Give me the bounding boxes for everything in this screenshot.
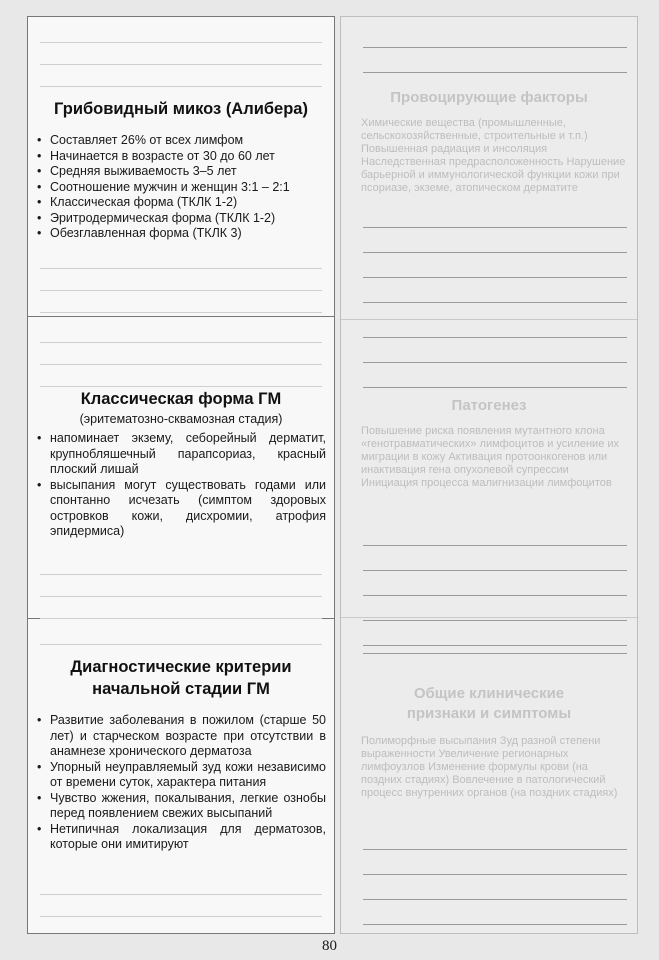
ruled-lines-upper xyxy=(363,203,627,303)
list-item: • Развитие заболевания в пожилом (старше 50 лет) и старческом возрасте при отсутствии в анамнезе хронического дерматоза xyxy=(34,713,326,760)
card1-bullet-list xyxy=(34,133,326,242)
list-item: • Нетипичная локализация для дерматозов, которые они имитируют xyxy=(34,822,326,853)
card1-ruled-lines-top xyxy=(40,21,322,87)
card1-ruled-lines-bottom xyxy=(40,247,322,313)
card2-ruled-lines-bottom xyxy=(40,553,322,619)
bleed-through-text-3: Полиморфные высыпания Зуд разной степени выраженности Увеличение регионарных лимфоузлов Изменение формулы крови (на поздних стадиях) Вовлечение в патологический процесс внутренних органов (на поздних стадиях) xyxy=(361,735,618,799)
card2-bullet-list xyxy=(34,431,326,540)
card2-ruled-lines-top xyxy=(40,321,322,387)
card3-title-line1: Диагностические критерии xyxy=(70,658,292,676)
card2-subtitle: (эритематозно-сквамозная стадия) xyxy=(79,412,283,426)
ruled-lines-top xyxy=(363,23,627,73)
ruled-lines-mid3 xyxy=(363,629,627,654)
card3-title-line2: начальной стадии ГМ xyxy=(92,680,270,698)
card3-bullet-list xyxy=(34,713,326,853)
bleed-through-heading-1: Провоцирующие факторы xyxy=(390,89,588,106)
ruled-lines-mid1 xyxy=(363,313,627,388)
card2-title: Классическая форма ГМ xyxy=(80,390,282,408)
list-item: • Составляет 26% от всех лимфом xyxy=(34,133,326,149)
ruled-lines-bottom xyxy=(363,825,627,925)
list-item: • Упорный неуправляемый зуд кожи независимо от времени суток, характера питания xyxy=(34,760,326,791)
list-item: • Средняя выживаемость 3–5 лет xyxy=(34,164,326,180)
list-item: • Обезглавленная форма (ТКЛК 3) xyxy=(34,226,326,242)
ruled-lines-mid2 xyxy=(363,521,627,646)
bleed-through-text-2: Повышение риска появления мутантного клона «генотравматических» лимфоцитов и усиление их миграции в кожу Активация протоонкогенов или инактивация гена опухолевой супрессии Инициация процесса малигнизации лимфоцитов xyxy=(361,425,620,489)
bleed-through-text-1: Химические вещества (промышленные, сельскохозяйственные, строительные и т.п.) Повышенная радиация и инсоляция Наследственная предрасположенность Нарушение барьерной и иммунологической функции кожи при псориазе, экземе, атопическом дерматите xyxy=(361,117,626,194)
right-column-ruled-panel xyxy=(340,16,638,934)
card3-ruled-lines-bottom xyxy=(40,873,322,917)
list-item: • Соотношение мужчин и женщин 3:1 – 2:1 xyxy=(34,180,326,196)
list-item: • Эритродермическая форма (ТКЛК 1-2) xyxy=(34,211,326,227)
card1-title: Грибовидный микоз (Алибера) xyxy=(54,100,308,118)
list-item: • напоминает экзему, себорейный дерматит, крупнобляшечный парапсориаз, красный плоский лишай xyxy=(34,431,326,478)
list-item: • Чувство жжения, покалывания, легкие ознобы перед появлением свежих высыпаний xyxy=(34,791,326,822)
card-diagnostic-criteria xyxy=(28,619,334,933)
bleed-through-heading-3a: Общие клинические xyxy=(413,685,565,702)
list-item: • Начинается в возрасте от 30 до 60 лет xyxy=(34,149,326,165)
left-column-cards xyxy=(27,16,335,934)
list-item: • высыпания могут существовать годами или спонтанно исчезать (симптом здоровых островков кожи, дисхромии, атрофия эпидермиса) xyxy=(34,478,326,540)
bleed-through-heading-2: Патогенез xyxy=(451,397,527,414)
bleed-through-heading-3b: признаки и симптомы xyxy=(406,705,572,722)
card-mycosis-fungoides xyxy=(28,17,334,317)
page-number: 80 xyxy=(322,938,337,954)
list-item: • Классическая форма (ТКЛК 1-2) xyxy=(34,195,326,211)
card3-ruled-lines-top xyxy=(40,623,322,645)
card-classic-form xyxy=(28,317,334,619)
right-section-divider-2 xyxy=(341,617,637,618)
